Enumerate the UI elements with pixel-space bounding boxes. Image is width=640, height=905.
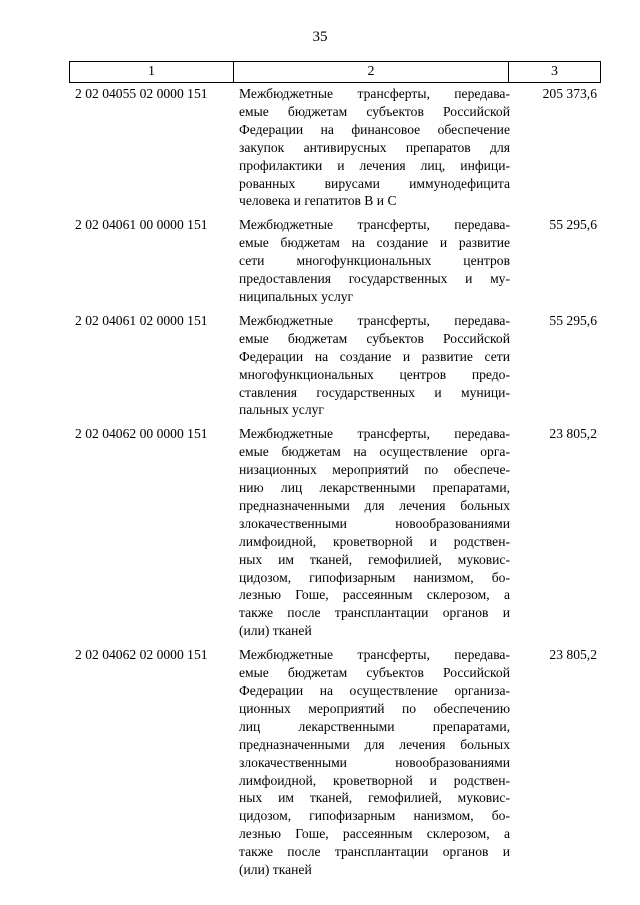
description-line: емые бюджетам субъектов Российской bbox=[239, 330, 510, 346]
column-header-2: 2 bbox=[234, 62, 509, 82]
amount: 55 295,6 bbox=[549, 217, 597, 233]
description bbox=[239, 425, 510, 640]
column-header-3: 3 bbox=[551, 64, 558, 79]
table-row bbox=[69, 85, 601, 210]
table-header bbox=[69, 61, 601, 83]
description-line: цидозом, гипофизарным нанизмом, бо- bbox=[239, 808, 510, 824]
description-line: профилактики и лечения лиц, инфици- bbox=[239, 157, 510, 173]
description-line: емые бюджетам на осуществление орга- bbox=[239, 444, 510, 460]
budget-code: 2 02 04055 02 0000 151 bbox=[75, 86, 208, 101]
budget-code: 2 02 04061 00 0000 151 bbox=[75, 217, 208, 233]
description-line: (или) тканей bbox=[239, 862, 312, 878]
description-line: лезнью Гоше, рассеянным склерозом, а bbox=[239, 826, 510, 842]
description-line: Межбюджетные трансферты, передава- bbox=[239, 312, 510, 328]
description-line: Межбюджетные трансферты, передава- bbox=[239, 647, 510, 663]
column-header-1: 1 bbox=[70, 62, 234, 82]
description-line: лимфоидной, кроветворной и родствен- bbox=[239, 772, 510, 788]
description-line: (или) тканей bbox=[239, 623, 312, 639]
description-line: сети многофункциональных центров bbox=[239, 253, 510, 269]
description bbox=[239, 85, 510, 210]
table-row bbox=[69, 216, 601, 306]
description-line: ставления государственных и муници- bbox=[239, 384, 510, 400]
description-line: ных им тканей, гемофилией, муковис- bbox=[239, 790, 510, 806]
description-line: Федерации на осуществление организа- bbox=[239, 683, 510, 698]
description-line: емые бюджетам субъектов Российской bbox=[239, 665, 510, 681]
table-row bbox=[69, 425, 601, 640]
description-line: лиц лекарственными препаратами, bbox=[239, 718, 510, 734]
description bbox=[239, 216, 510, 306]
description-line: Федерации на финансовое обеспечение bbox=[239, 121, 510, 137]
amount: 205 373,6 bbox=[542, 86, 597, 101]
description-line: многофункциональных центров предо- bbox=[239, 366, 510, 382]
description-line: предназначенными для лечения больных bbox=[239, 497, 510, 513]
page-number: 35 bbox=[312, 29, 328, 45]
description-line: злокачественными новообразованиями bbox=[239, 754, 510, 770]
amount: 55 295,6 bbox=[549, 312, 597, 328]
description-line: емые бюджетам субъектов Российской bbox=[239, 103, 510, 119]
description bbox=[239, 312, 510, 419]
description-line: ционных мероприятий по обеспечению bbox=[239, 700, 510, 716]
description-line: нию лиц лекарственными препаратами, bbox=[239, 480, 510, 496]
description-line: Межбюджетные трансферты, передава- bbox=[239, 217, 510, 233]
description bbox=[239, 646, 510, 879]
description-line: Межбюджетные трансферты, передава- bbox=[239, 426, 510, 442]
table-row bbox=[69, 646, 601, 879]
budget-code: 2 02 04061 02 0000 151 bbox=[75, 312, 208, 328]
description-line: предоставления государственных и му- bbox=[239, 271, 510, 287]
description-line: также после трансплантации органов и bbox=[239, 844, 510, 860]
description-line: цидозом, гипофизарным нанизмом, бо- bbox=[239, 569, 510, 585]
description-line: ных им тканей, гемофилией, муковис- bbox=[239, 551, 510, 567]
description-line: Межбюджетные трансферты, передава- bbox=[239, 86, 510, 101]
description-line: лезнью Гоше, рассеянным склерозом, а bbox=[239, 587, 510, 603]
description-line: ниципальных услуг bbox=[239, 288, 354, 304]
description-line: рованных вирусами иммунодефицита bbox=[239, 175, 510, 191]
description-line: пальных услуг bbox=[239, 402, 325, 418]
description-line: закупок антивирусных препаратов для bbox=[239, 139, 510, 155]
amount: 23 805,2 bbox=[549, 426, 597, 442]
description-line: Федерации на создание и развитие сети bbox=[239, 348, 510, 364]
budget-code: 2 02 04062 02 0000 151 bbox=[75, 647, 208, 663]
budget-code: 2 02 04062 00 0000 151 bbox=[75, 426, 208, 442]
description-line: низационных мероприятий по обеспече- bbox=[239, 462, 510, 478]
table-body bbox=[69, 85, 601, 885]
description-line: лимфоидной, кроветворной и родствен- bbox=[239, 533, 510, 549]
description-line: злокачественными новообразованиями bbox=[239, 515, 510, 531]
description-line: человека и гепатитов В и С bbox=[239, 193, 397, 209]
description-line: емые бюджетам на создание и развитие bbox=[239, 235, 510, 251]
amount: 23 805,2 bbox=[549, 647, 597, 663]
table-row bbox=[69, 312, 601, 419]
description-line: предназначенными для лечения больных bbox=[239, 736, 510, 752]
description-line: также после трансплантации органов и bbox=[239, 605, 510, 621]
